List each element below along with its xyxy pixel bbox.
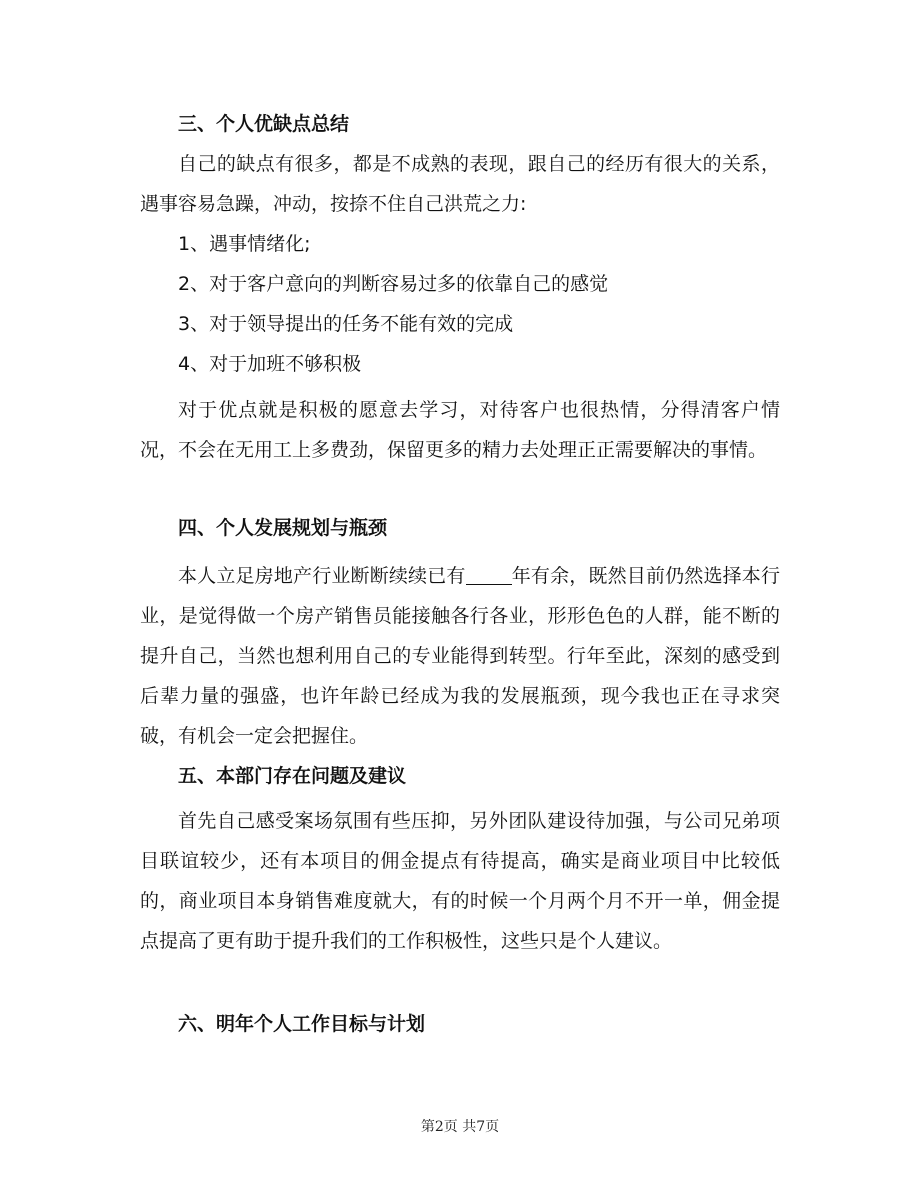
- section-4-text-end: 年有余，既然目前仍然选择本行业，是觉得做一个房产销售员能接触各行各业，形形色色的人群，能不断的提升自己，当然也想利用自己的专业能得到转型。行年至此，深刻的感受到后辈力量的强盛，也许年龄已经成为我的发展瓶颈，现今我也正在寻求突破，有机会一定会把握住。: [140, 565, 780, 747]
- list-item: 3、对于领导提出的任务不能有效的完成: [178, 313, 514, 335]
- section-5-paragraph: 首先自己感受案场氛围有些压抑，另外团队建设待加强，与公司兄弟项目联谊较少，还有本项目的佣金提点有待提高，确实是商业项目中比较低的，商业项目本身销售难度就大，有的时候一个月两个月不开一单，佣金提点提高了更有助于提升我们的工作积极性，这些只是个人建议。: [140, 810, 780, 952]
- section-5-heading: 五、本部门存在问题及建议: [178, 765, 407, 787]
- section-3-strengths: 对于优点就是积极的愿意去学习，对待客户也很热情，分得清客户情况，不会在无用工上多费劲，保留更多的精力去处理正正需要解决的事情。: [140, 399, 780, 461]
- section-4-heading: 四、个人发展规划与瓶颈: [178, 517, 388, 539]
- section-4-paragraph: [140, 556, 780, 756]
- section-3-item-list: [178, 224, 818, 384]
- page-number: 第2页 共7页: [420, 1119, 500, 1135]
- section-4-text-start: 本人立足房地产行业断断续续已有: [178, 565, 466, 587]
- section-6-heading: 六、明年个人工作目标与计划: [178, 1013, 426, 1035]
- fill-blank: [466, 562, 512, 585]
- list-item: 4、对于加班不够积极: [178, 353, 362, 375]
- list-item: 2、对于客户意向的判断容易过多的依靠自己的感觉: [178, 273, 609, 295]
- section-3-intro: 自己的缺点有很多，都是不成熟的表现，跟自己的经历有很大的关系，遇事容易急躁，冲动，按捺不住自己洪荒之力:: [140, 153, 780, 215]
- list-item: 1、遇事情绪化;: [178, 233, 311, 255]
- section-3-heading: 三、个人优缺点总结: [178, 113, 350, 135]
